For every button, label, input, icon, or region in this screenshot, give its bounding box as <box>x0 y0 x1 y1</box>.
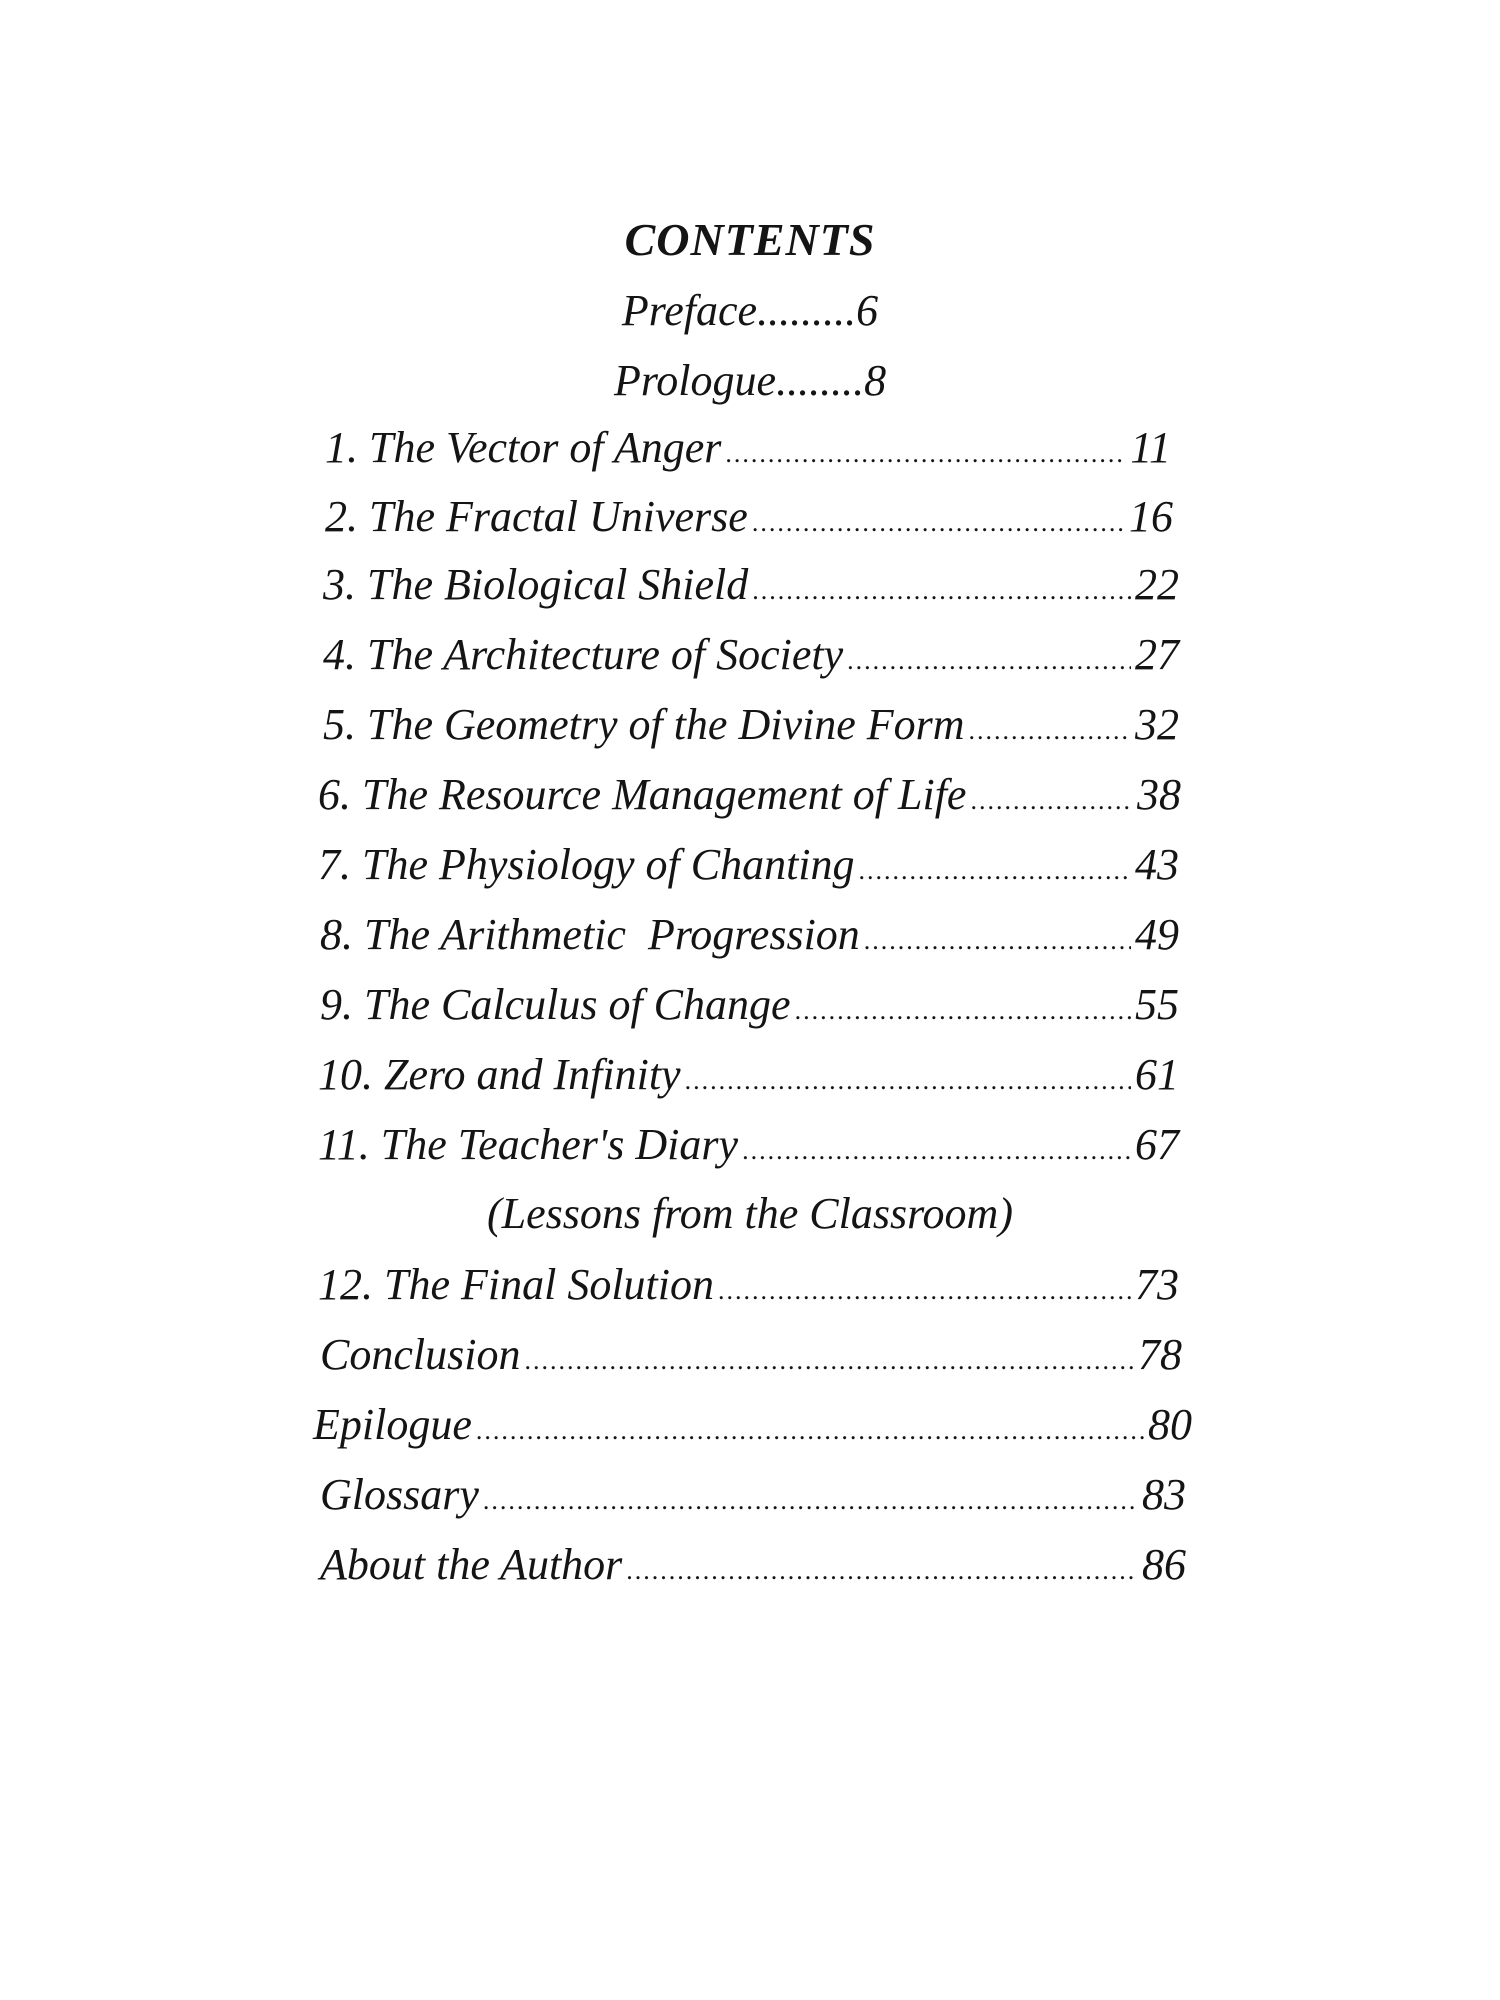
entry-label: 11. The Teacher's Diary <box>318 1120 739 1169</box>
toc-entry-conclusion[interactable] <box>320 1327 1182 1383</box>
dot-leader: ........ <box>776 356 865 405</box>
entry-page: 22 <box>1135 560 1179 609</box>
entry-label: 8. The Arithmetic Progression <box>320 910 860 959</box>
entry-page: 67 <box>1135 1120 1179 1169</box>
entry-page: 43 <box>1135 840 1179 889</box>
dot-leader <box>864 913 1131 969</box>
entry-page: 61 <box>1135 1050 1179 1099</box>
dot-leader <box>752 495 1125 551</box>
entry-page: 80 <box>1148 1400 1192 1449</box>
toc-entry-chapter-6[interactable] <box>318 767 1181 823</box>
toc-entry-glossary[interactable] <box>320 1467 1186 1523</box>
dot-leader <box>970 773 1133 829</box>
entry-page: 78 <box>1138 1330 1182 1379</box>
toc-entry-about-the-author[interactable] <box>320 1537 1186 1593</box>
entry-page: 86 <box>1142 1540 1186 1589</box>
entry-label: Epilogue <box>313 1400 472 1449</box>
dot-leader <box>718 1263 1131 1319</box>
entry-label: 12. The Final Solution <box>318 1260 714 1309</box>
toc-entry-chapter-10[interactable] <box>318 1047 1179 1103</box>
toc-entry-chapter-3[interactable] <box>323 557 1179 613</box>
entry-page: 32 <box>1135 700 1179 749</box>
dot-leader <box>524 1333 1134 1389</box>
page-title: CONTENTS <box>624 214 876 265</box>
dot-leader <box>742 1123 1131 1179</box>
toc-entry-chapter-4[interactable] <box>323 627 1179 683</box>
dot-leader <box>969 703 1131 759</box>
entry-label: 5. The Geometry of the Divine Form <box>323 700 965 749</box>
entry-label: 6. The Resource Management of Life <box>318 770 967 819</box>
toc-entry-chapter-1[interactable] <box>325 420 1171 476</box>
dot-leader <box>752 563 1131 619</box>
dot-leader <box>685 1053 1131 1109</box>
entry-label: Glossary <box>320 1470 479 1519</box>
entry-page: 16 <box>1129 492 1173 541</box>
toc-entry-chapter-2[interactable] <box>325 489 1173 545</box>
entry-label: 7. The Physiology of Chanting <box>318 840 855 889</box>
toc-entry-chapter-9[interactable] <box>320 977 1179 1033</box>
entry-label: 10. Zero and Infinity <box>318 1050 681 1099</box>
entry-label: 3. The Biological Shield <box>323 560 749 609</box>
entry-label: Conclusion <box>320 1330 521 1379</box>
entry-page: 6 <box>856 286 879 335</box>
entry-page: 55 <box>1135 980 1179 1029</box>
entry-page: 8 <box>864 356 887 405</box>
entry-label: 1. The Vector of Anger <box>325 423 722 472</box>
dot-leader: ......... <box>757 286 857 335</box>
toc-entry-chapter-5[interactable] <box>323 697 1179 753</box>
toc-entry-chapter-7[interactable] <box>318 837 1179 893</box>
dot-leader <box>626 1543 1138 1599</box>
entry-label: 4. The Architecture of Society <box>323 630 844 679</box>
entry-label: Preface <box>621 286 758 335</box>
dot-leader <box>483 1473 1138 1529</box>
dot-leader <box>476 1403 1144 1459</box>
toc-entry-chapter-12[interactable] <box>318 1257 1179 1313</box>
entry-label: 2. The Fractal Universe <box>325 492 748 541</box>
toc-entry-chapter-11[interactable] <box>318 1117 1179 1173</box>
toc-entry-preface[interactable] <box>0 285 1500 336</box>
entry-page: 38 <box>1137 770 1181 819</box>
toc-entry-chapter-8[interactable] <box>320 907 1179 963</box>
dot-leader <box>847 633 1131 689</box>
chapter-11-subtitle: (Lessons from the Classroom) <box>486 1189 1013 1238</box>
dot-leader <box>859 843 1131 899</box>
toc-entry-epilogue[interactable] <box>313 1397 1192 1453</box>
entry-label: Prologue <box>613 356 777 405</box>
toc-entry-prologue[interactable] <box>0 355 1500 406</box>
entry-label: 9. The Calculus of Change <box>320 980 791 1029</box>
dot-leader <box>725 426 1126 482</box>
entry-page: 11 <box>1130 423 1171 472</box>
entry-page: 73 <box>1135 1260 1179 1309</box>
entry-page: 49 <box>1135 910 1179 959</box>
entry-label: About the Author <box>320 1540 623 1589</box>
entry-page: 27 <box>1135 630 1179 679</box>
dot-leader <box>795 983 1131 1039</box>
entry-page: 83 <box>1142 1470 1186 1519</box>
